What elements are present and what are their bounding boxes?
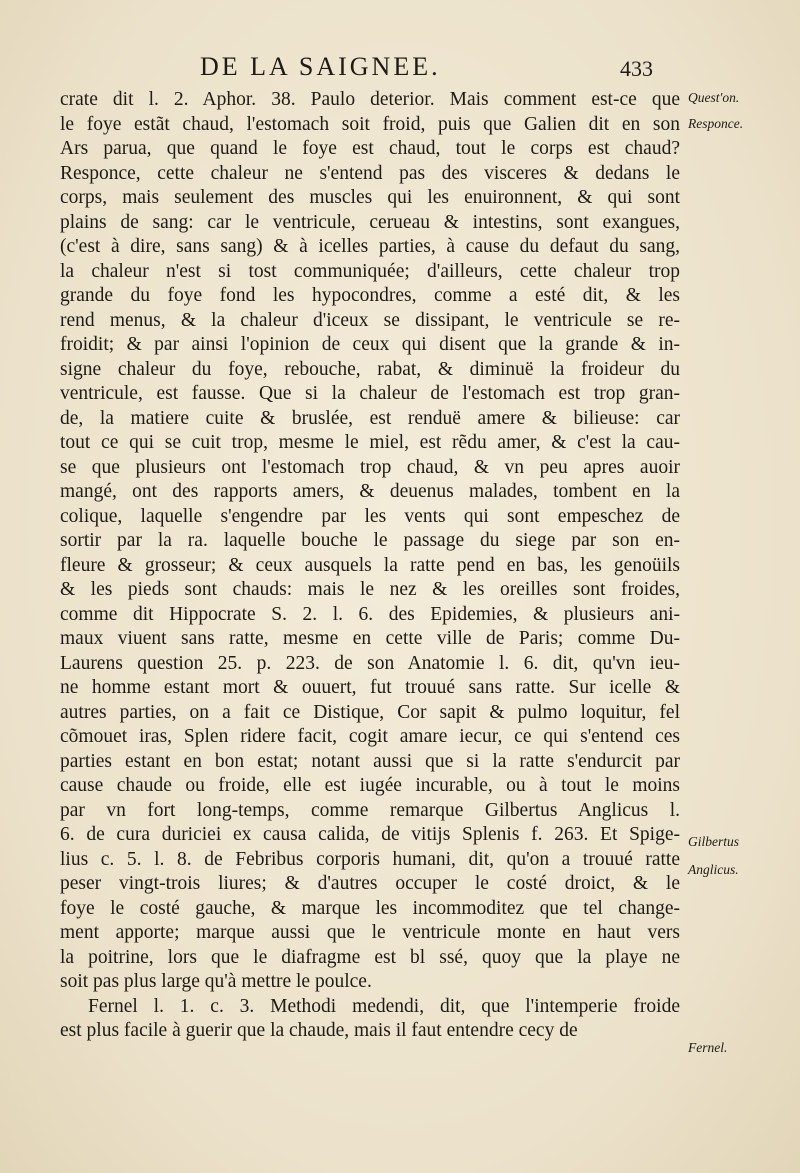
text-line: autres parties, on a fait ce Distique, Cor sapit & pulmo loquitur, fel (60, 701, 680, 723)
text-line: ventricule, est fausse. Que si la chaleur de l'estomach est trop gran- (60, 383, 680, 404)
text-line: se que plusieurs ont l'estomach trop chaud, & vn peu apres auoir (60, 456, 680, 478)
text-line: comme dit Hippocrate S. 2. l. 6. des Epidemies, & plusieurs ani- (60, 603, 680, 625)
text-line: ne homme estant mort & ouuert, fut trouué sans ratte. Sur icelle & (60, 677, 680, 698)
margin-note-question: Quest'on. (688, 90, 740, 105)
text-line: le foye estãt chaud, l'estomach soit froid, puis que Galien dit en son (60, 113, 680, 135)
margin-note-fernel: Fernel. (688, 1040, 728, 1055)
text-line: mangé, ont des rapports amers, & deuenus malades, tombent en la (60, 481, 680, 502)
text-line: lius c. 5. l. 8. de Febribus corporis humani, dit, qu'on a trouué ratte (60, 848, 680, 870)
text-line: froidit; & par ainsi l'opinion de ceux qui disent que la grande & in- (60, 334, 680, 355)
text-line: sortir par la ra. laquelle bouche le passage du siege par son en- (60, 530, 680, 551)
text-line: soit pas plus large qu'à mettre le poulce. (60, 971, 372, 992)
margin-note-responce: Responce. (688, 116, 744, 131)
text-line: par vn fort long-temps, comme remarque Gilbertus Anglicus l. (60, 799, 680, 821)
text-line: Laurens question 25. p. 223. de son Anatomie l. 6. dit, qu'vn ieu- (60, 652, 680, 674)
text-line: peser vingt-trois liures; & d'autres occuper le costé droict, & le (60, 873, 680, 894)
text-line: Ars parua, que quand le foye est chaud, tout le corps est chaud? (60, 138, 680, 159)
text-line: maux viuent sans ratte, mesme en cette ville de Paris; comme Du- (60, 628, 680, 649)
text-line: (c'est à dire, sans sang) & à icelles parties, à cause du defaut du sang, (60, 236, 680, 257)
text-line: fleure & grosseur; & ceux ausquels la ratte pend en bas, les genoüils (60, 554, 680, 576)
text-line: la chaleur n'est si tost communiquée; d'ailleurs, cette chaleur trop (60, 260, 680, 282)
text-line: Fernel l. 1. c. 3. Methodi medendi, dit, que l'intemperie froide (88, 995, 680, 1017)
text-line: cõmouet iras, Splen ridere facit, cogit amare iecur, ce qui s'entend ces (60, 726, 680, 747)
text-line: grande du foye fond les hypocondres, comme a esté dit, & les (60, 285, 680, 306)
text-line: la poitrine, lors que le diafragme est bl ssé, quoy que la playe ne (60, 946, 680, 968)
text-line: signe chaleur du foye, rebouche, rabat, & diminuë la froideur du (60, 358, 680, 380)
text-line: tout ce qui se cuit trop, mesme le miel, est rẽdu amer, & c'est la cau- (60, 432, 680, 453)
text-line: parties estant en bon estat; notant aussi que si la ratte s'endurcit par (60, 750, 680, 772)
margin-note-anglicus: Anglicus. (688, 862, 739, 877)
text-line: ment apporte; marque aussi que le ventricule monte en haut vers (60, 922, 680, 943)
running-head-title: DE LA SAIGNEE. (200, 52, 441, 81)
text-line: plains de sang: car le ventricule, cerueau & intestins, sont exangues, (60, 211, 680, 233)
text-line: est plus facile à guerir que la chaude, mais il faut entendre cecy de (60, 1020, 578, 1041)
text-line: de, la matiere cuite & bruslée, est renduë amere & bilieuse: car (60, 407, 680, 429)
body-text (60, 88, 680, 1044)
text-line: Responce, cette chaleur ne s'entend pas des visceres & dedans le (60, 162, 680, 184)
text-line: rend menus, & la chaleur d'iceux se dissipant, le ventricule se re- (60, 309, 680, 331)
text-line: & les pieds sont chauds: mais le nez & les oreilles sont froides, (60, 579, 680, 600)
text-line: crate dit l. 2. Aphor. 38. Paulo deterior. Mais comment est-ce que (60, 89, 680, 110)
page-number: 433 (620, 56, 653, 81)
text-line: corps, mais seulement des muscles qui les enuironnent, & qui sont (60, 187, 680, 208)
text-line: cause chaude ou froide, elle est iugée incurable, ou à tout le moins (60, 775, 680, 796)
text-line: 6. de cura duriciei ex causa calida, de vitijs Splenis f. 263. Et Spige- (60, 824, 680, 845)
text-line: colique, laquelle s'engendre par les vents qui sont empeschez de (60, 505, 680, 527)
text-line: foye le costé gauche, & marque les incommoditez que tel change- (60, 897, 680, 919)
margin-note-gilbertus: Gilbertus (688, 834, 740, 849)
